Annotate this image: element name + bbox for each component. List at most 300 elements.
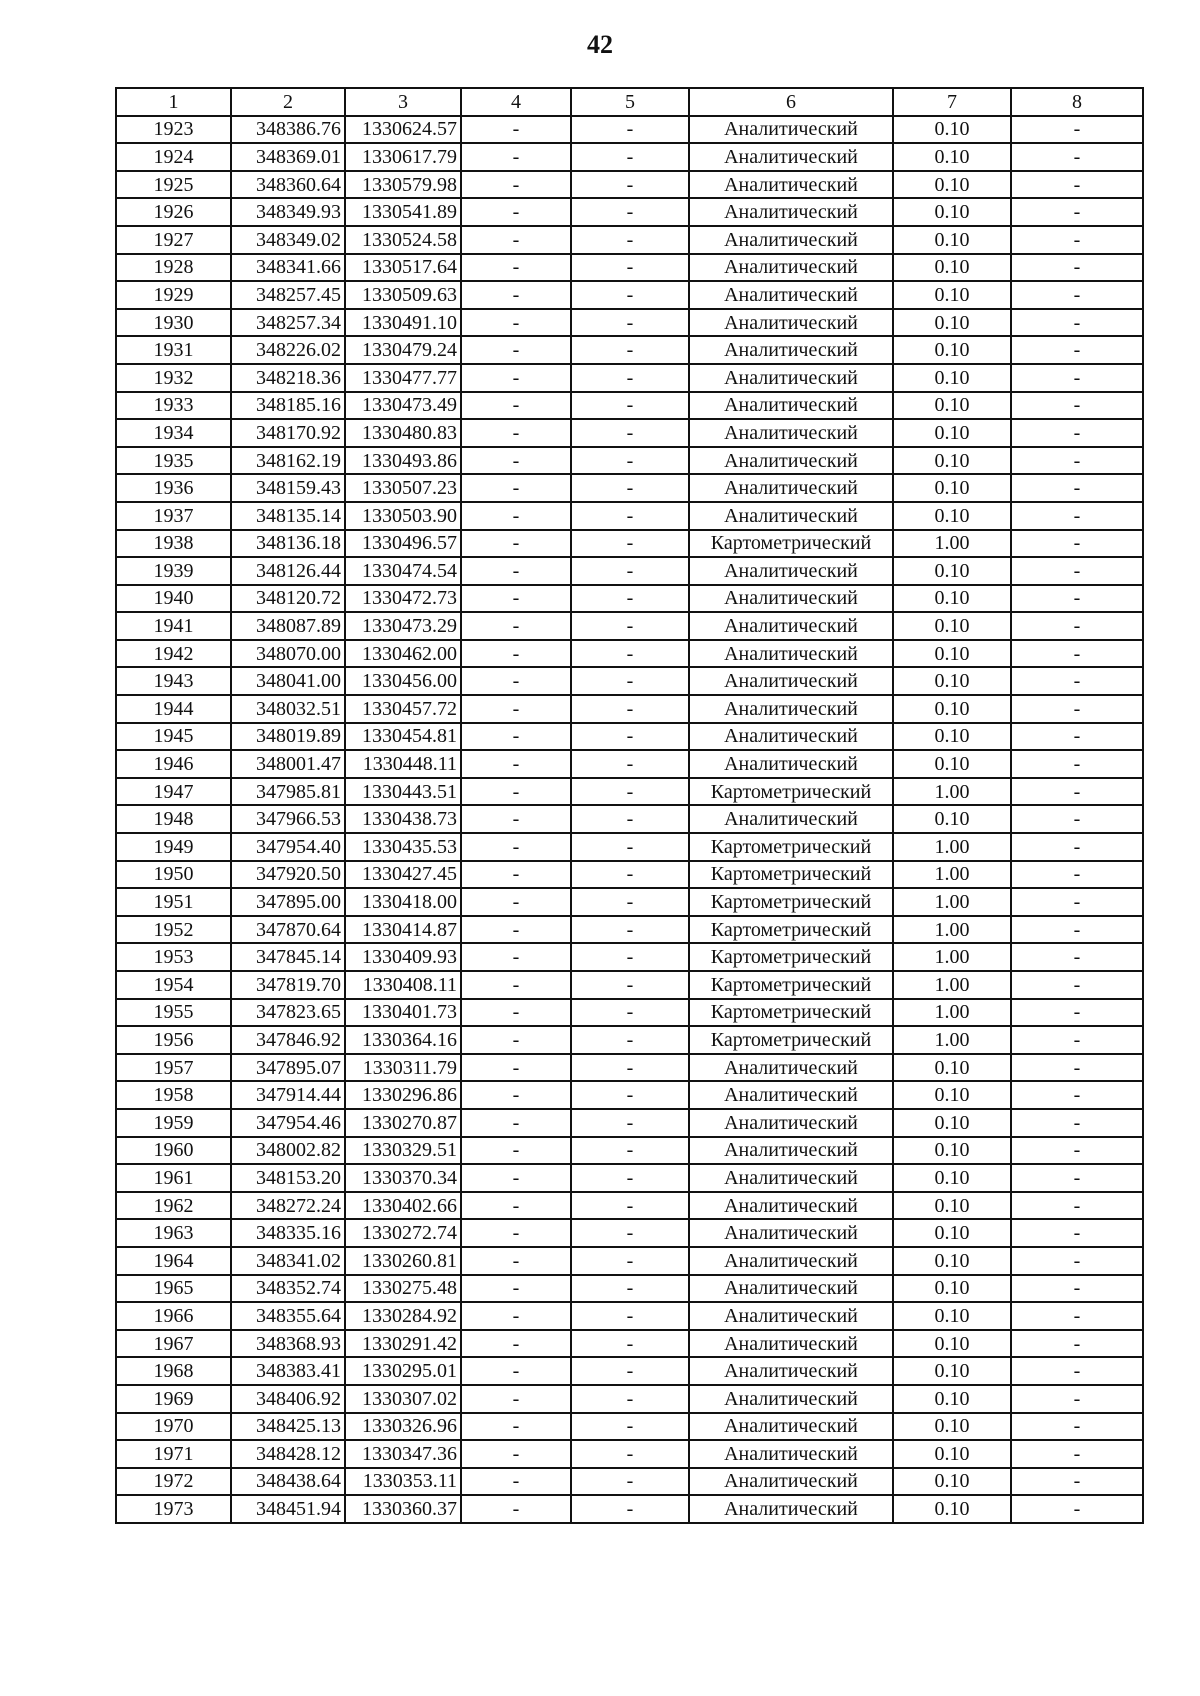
cell-col-8: -	[1011, 888, 1143, 916]
cell-method: Картометрический	[689, 861, 893, 889]
cell-col-5: -	[571, 695, 689, 723]
cell-point-number: 1945	[116, 723, 231, 751]
cell-method: Аналитический	[689, 1468, 893, 1496]
cell-point-number: 1925	[116, 171, 231, 199]
cell-method: Аналитический	[689, 1164, 893, 1192]
cell-accuracy: 0.10	[893, 116, 1011, 144]
cell-col-4: -	[461, 143, 571, 171]
cell-coord-x: 348135.14	[231, 502, 345, 530]
cell-col-8: -	[1011, 585, 1143, 613]
table-row	[116, 1495, 1143, 1523]
cell-col-8: -	[1011, 309, 1143, 337]
cell-col-5: -	[571, 281, 689, 309]
cell-coord-y: 1330270.87	[345, 1109, 461, 1137]
cell-accuracy: 0.10	[893, 750, 1011, 778]
cell-col-8: -	[1011, 116, 1143, 144]
cell-accuracy: 0.10	[893, 392, 1011, 420]
cell-coord-y: 1330457.72	[345, 695, 461, 723]
cell-coord-x: 348257.34	[231, 309, 345, 337]
cell-col-8: -	[1011, 750, 1143, 778]
column-header: 7	[893, 88, 1011, 116]
cell-method: Аналитический	[689, 695, 893, 723]
column-header: 6	[689, 88, 893, 116]
table-row	[116, 557, 1143, 585]
cell-col-8: -	[1011, 198, 1143, 226]
cell-point-number: 1973	[116, 1495, 231, 1523]
table-row	[116, 392, 1143, 420]
cell-method: Аналитический	[689, 667, 893, 695]
cell-coord-x: 348120.72	[231, 585, 345, 613]
table-row	[116, 281, 1143, 309]
cell-col-4: -	[461, 1219, 571, 1247]
cell-method: Аналитический	[689, 557, 893, 585]
cell-method: Аналитический	[689, 1275, 893, 1303]
cell-coord-y: 1330272.74	[345, 1219, 461, 1247]
cell-coord-x: 348126.44	[231, 557, 345, 585]
cell-col-5: -	[571, 1026, 689, 1054]
cell-col-4: -	[461, 1054, 571, 1082]
cell-coord-x: 348002.82	[231, 1137, 345, 1165]
cell-col-4: -	[461, 557, 571, 585]
cell-accuracy: 0.10	[893, 640, 1011, 668]
table-row	[116, 778, 1143, 806]
cell-point-number: 1940	[116, 585, 231, 613]
table-row	[116, 1247, 1143, 1275]
cell-coord-y: 1330480.83	[345, 419, 461, 447]
cell-coord-x: 348041.00	[231, 667, 345, 695]
table-row	[116, 336, 1143, 364]
cell-accuracy: 0.10	[893, 1081, 1011, 1109]
cell-col-4: -	[461, 695, 571, 723]
cell-col-4: -	[461, 364, 571, 392]
cell-col-4: -	[461, 943, 571, 971]
cell-col-5: -	[571, 198, 689, 226]
cell-accuracy: 0.10	[893, 364, 1011, 392]
cell-point-number: 1926	[116, 198, 231, 226]
cell-method: Картометрический	[689, 1026, 893, 1054]
cell-coord-y: 1330503.90	[345, 502, 461, 530]
cell-col-4: -	[461, 1275, 571, 1303]
cell-col-8: -	[1011, 1054, 1143, 1082]
cell-col-8: -	[1011, 1275, 1143, 1303]
cell-col-4: -	[461, 116, 571, 144]
table-row	[116, 1468, 1143, 1496]
cell-col-4: -	[461, 1357, 571, 1385]
cell-point-number: 1927	[116, 226, 231, 254]
cell-col-4: -	[461, 833, 571, 861]
cell-method: Аналитический	[689, 640, 893, 668]
cell-coord-y: 1330617.79	[345, 143, 461, 171]
cell-coord-x: 347823.65	[231, 999, 345, 1027]
cell-col-8: -	[1011, 1219, 1143, 1247]
cell-method: Аналитический	[689, 1081, 893, 1109]
cell-point-number: 1938	[116, 530, 231, 558]
cell-point-number: 1958	[116, 1081, 231, 1109]
cell-coord-y: 1330295.01	[345, 1357, 461, 1385]
cell-coord-y: 1330456.00	[345, 667, 461, 695]
cell-col-8: -	[1011, 336, 1143, 364]
cell-coord-x: 347966.53	[231, 805, 345, 833]
cell-method: Аналитический	[689, 1413, 893, 1441]
cell-coord-y: 1330524.58	[345, 226, 461, 254]
cell-accuracy: 0.10	[893, 1440, 1011, 1468]
cell-coord-x: 348226.02	[231, 336, 345, 364]
cell-col-4: -	[461, 1081, 571, 1109]
table-row	[116, 143, 1143, 171]
table-row	[116, 1357, 1143, 1385]
cell-method: Картометрический	[689, 916, 893, 944]
cell-point-number: 1928	[116, 254, 231, 282]
cell-col-8: -	[1011, 971, 1143, 999]
cell-col-4: -	[461, 171, 571, 199]
cell-col-5: -	[571, 143, 689, 171]
cell-method: Картометрический	[689, 888, 893, 916]
cell-col-8: -	[1011, 281, 1143, 309]
cell-col-8: -	[1011, 254, 1143, 282]
cell-method: Аналитический	[689, 281, 893, 309]
cell-point-number: 1968	[116, 1357, 231, 1385]
cell-method: Аналитический	[689, 1440, 893, 1468]
cell-coord-x: 348341.66	[231, 254, 345, 282]
cell-coord-x: 347914.44	[231, 1081, 345, 1109]
table-row	[116, 198, 1143, 226]
column-header: 2	[231, 88, 345, 116]
cell-col-4: -	[461, 778, 571, 806]
cell-coord-x: 348349.93	[231, 198, 345, 226]
cell-point-number: 1950	[116, 861, 231, 889]
cell-col-8: -	[1011, 1468, 1143, 1496]
cell-coord-y: 1330443.51	[345, 778, 461, 806]
cell-col-5: -	[571, 1413, 689, 1441]
cell-accuracy: 1.00	[893, 1026, 1011, 1054]
cell-col-4: -	[461, 1192, 571, 1220]
cell-method: Картометрический	[689, 778, 893, 806]
cell-coord-x: 348019.89	[231, 723, 345, 751]
cell-coord-x: 348451.94	[231, 1495, 345, 1523]
cell-coord-y: 1330307.02	[345, 1385, 461, 1413]
cell-col-4: -	[461, 1247, 571, 1275]
cell-coord-x: 348001.47	[231, 750, 345, 778]
cell-accuracy: 0.10	[893, 502, 1011, 530]
cell-col-8: -	[1011, 1330, 1143, 1358]
cell-coord-x: 348070.00	[231, 640, 345, 668]
cell-col-4: -	[461, 1413, 571, 1441]
cell-col-8: -	[1011, 364, 1143, 392]
cell-point-number: 1955	[116, 999, 231, 1027]
cell-col-4: -	[461, 1440, 571, 1468]
cell-col-5: -	[571, 1302, 689, 1330]
cell-point-number: 1954	[116, 971, 231, 999]
cell-col-5: -	[571, 1247, 689, 1275]
cell-coord-x: 348136.18	[231, 530, 345, 558]
cell-accuracy: 0.10	[893, 1495, 1011, 1523]
cell-col-4: -	[461, 612, 571, 640]
cell-col-4: -	[461, 309, 571, 337]
cell-accuracy: 0.10	[893, 1219, 1011, 1247]
cell-coord-y: 1330402.66	[345, 1192, 461, 1220]
cell-col-5: -	[571, 999, 689, 1027]
cell-method: Картометрический	[689, 999, 893, 1027]
cell-method: Аналитический	[689, 805, 893, 833]
cell-coord-y: 1330427.45	[345, 861, 461, 889]
cell-coord-y: 1330418.00	[345, 888, 461, 916]
cell-point-number: 1962	[116, 1192, 231, 1220]
cell-point-number: 1951	[116, 888, 231, 916]
table-row	[116, 1275, 1143, 1303]
cell-point-number: 1935	[116, 447, 231, 475]
cell-point-number: 1936	[116, 474, 231, 502]
table-row	[116, 640, 1143, 668]
cell-coord-x: 347985.81	[231, 778, 345, 806]
table-row	[116, 116, 1143, 144]
cell-coord-x: 348428.12	[231, 1440, 345, 1468]
table-row	[116, 447, 1143, 475]
cell-col-8: -	[1011, 1440, 1143, 1468]
cell-coord-x: 348170.92	[231, 419, 345, 447]
cell-col-8: -	[1011, 502, 1143, 530]
cell-method: Аналитический	[689, 474, 893, 502]
cell-col-4: -	[461, 336, 571, 364]
cell-point-number: 1965	[116, 1275, 231, 1303]
cell-accuracy: 0.10	[893, 667, 1011, 695]
cell-col-8: -	[1011, 474, 1143, 502]
cell-accuracy: 0.10	[893, 612, 1011, 640]
cell-col-5: -	[571, 1495, 689, 1523]
cell-accuracy: 0.10	[893, 1413, 1011, 1441]
cell-coord-y: 1330329.51	[345, 1137, 461, 1165]
cell-col-5: -	[571, 861, 689, 889]
cell-col-4: -	[461, 530, 571, 558]
cell-method: Аналитический	[689, 585, 893, 613]
cell-col-8: -	[1011, 1385, 1143, 1413]
cell-point-number: 1923	[116, 116, 231, 144]
table-row	[116, 530, 1143, 558]
table-row	[116, 254, 1143, 282]
cell-col-5: -	[571, 474, 689, 502]
cell-col-8: -	[1011, 1137, 1143, 1165]
cell-method: Аналитический	[689, 502, 893, 530]
cell-col-8: -	[1011, 916, 1143, 944]
cell-method: Аналитический	[689, 143, 893, 171]
column-header: 8	[1011, 88, 1143, 116]
cell-col-5: -	[571, 640, 689, 668]
cell-point-number: 1960	[116, 1137, 231, 1165]
cell-col-4: -	[461, 474, 571, 502]
cell-accuracy: 0.10	[893, 281, 1011, 309]
cell-col-5: -	[571, 116, 689, 144]
cell-col-8: -	[1011, 1413, 1143, 1441]
cell-coord-y: 1330473.49	[345, 392, 461, 420]
cell-col-8: -	[1011, 1026, 1143, 1054]
cell-coord-y: 1330414.87	[345, 916, 461, 944]
cell-col-5: -	[571, 916, 689, 944]
cell-col-8: -	[1011, 861, 1143, 889]
cell-method: Аналитический	[689, 1219, 893, 1247]
cell-col-8: -	[1011, 612, 1143, 640]
cell-coord-x: 348341.02	[231, 1247, 345, 1275]
cell-coord-x: 348425.13	[231, 1413, 345, 1441]
cell-coord-x: 347895.00	[231, 888, 345, 916]
cell-point-number: 1930	[116, 309, 231, 337]
cell-col-8: -	[1011, 447, 1143, 475]
cell-coord-y: 1330479.24	[345, 336, 461, 364]
table-row	[116, 971, 1143, 999]
cell-method: Аналитический	[689, 116, 893, 144]
table-row	[116, 226, 1143, 254]
cell-col-5: -	[571, 1137, 689, 1165]
cell-coord-x: 348369.01	[231, 143, 345, 171]
table-row	[116, 723, 1143, 751]
cell-coord-y: 1330260.81	[345, 1247, 461, 1275]
cell-accuracy: 0.10	[893, 1137, 1011, 1165]
cell-point-number: 1952	[116, 916, 231, 944]
cell-col-8: -	[1011, 143, 1143, 171]
table-row	[116, 1054, 1143, 1082]
cell-col-8: -	[1011, 530, 1143, 558]
cell-col-4: -	[461, 254, 571, 282]
cell-coord-y: 1330491.10	[345, 309, 461, 337]
cell-coord-y: 1330364.16	[345, 1026, 461, 1054]
cell-col-5: -	[571, 226, 689, 254]
cell-method: Аналитический	[689, 336, 893, 364]
cell-col-4: -	[461, 198, 571, 226]
cell-col-5: -	[571, 667, 689, 695]
cell-point-number: 1959	[116, 1109, 231, 1137]
cell-method: Аналитический	[689, 1192, 893, 1220]
cell-accuracy: 0.10	[893, 1357, 1011, 1385]
cell-col-8: -	[1011, 1164, 1143, 1192]
cell-col-4: -	[461, 667, 571, 695]
cell-method: Аналитический	[689, 171, 893, 199]
cell-col-5: -	[571, 1468, 689, 1496]
cell-col-4: -	[461, 585, 571, 613]
table-row	[116, 1026, 1143, 1054]
table-row	[116, 419, 1143, 447]
cell-accuracy: 0.10	[893, 805, 1011, 833]
cell-method: Аналитический	[689, 254, 893, 282]
cell-col-8: -	[1011, 999, 1143, 1027]
cell-point-number: 1963	[116, 1219, 231, 1247]
cell-coord-y: 1330275.48	[345, 1275, 461, 1303]
cell-point-number: 1957	[116, 1054, 231, 1082]
cell-coord-y: 1330360.37	[345, 1495, 461, 1523]
cell-coord-x: 348153.20	[231, 1164, 345, 1192]
cell-accuracy: 0.10	[893, 226, 1011, 254]
cell-col-4: -	[461, 392, 571, 420]
cell-accuracy: 1.00	[893, 999, 1011, 1027]
cell-coord-y: 1330448.11	[345, 750, 461, 778]
header-row	[116, 88, 1143, 116]
cell-col-8: -	[1011, 667, 1143, 695]
cell-coord-x: 347895.07	[231, 1054, 345, 1082]
cell-method: Аналитический	[689, 447, 893, 475]
cell-col-8: -	[1011, 392, 1143, 420]
cell-col-8: -	[1011, 1357, 1143, 1385]
cell-col-4: -	[461, 750, 571, 778]
cell-col-5: -	[571, 1219, 689, 1247]
cell-accuracy: 0.10	[893, 1385, 1011, 1413]
cell-col-5: -	[571, 805, 689, 833]
cell-method: Аналитический	[689, 1385, 893, 1413]
cell-coord-y: 1330408.11	[345, 971, 461, 999]
cell-coord-y: 1330541.89	[345, 198, 461, 226]
cell-accuracy: 0.10	[893, 1275, 1011, 1303]
cell-accuracy: 1.00	[893, 971, 1011, 999]
cell-accuracy: 0.10	[893, 1109, 1011, 1137]
cell-col-5: -	[571, 1357, 689, 1385]
cell-col-4: -	[461, 1137, 571, 1165]
cell-coord-x: 348218.36	[231, 364, 345, 392]
cell-coord-y: 1330579.98	[345, 171, 461, 199]
cell-coord-x: 348352.74	[231, 1275, 345, 1303]
table-row	[116, 1137, 1143, 1165]
cell-col-4: -	[461, 640, 571, 668]
cell-col-5: -	[571, 364, 689, 392]
cell-point-number: 1971	[116, 1440, 231, 1468]
cell-point-number: 1944	[116, 695, 231, 723]
cell-coord-y: 1330517.64	[345, 254, 461, 282]
cell-method: Картометрический	[689, 971, 893, 999]
cell-col-4: -	[461, 1330, 571, 1358]
cell-accuracy: 1.00	[893, 861, 1011, 889]
cell-coord-y: 1330472.73	[345, 585, 461, 613]
cell-accuracy: 0.10	[893, 309, 1011, 337]
cell-col-5: -	[571, 1275, 689, 1303]
cell-col-4: -	[461, 1164, 571, 1192]
cell-col-5: -	[571, 1164, 689, 1192]
cell-coord-x: 348360.64	[231, 171, 345, 199]
cell-method: Картометрический	[689, 530, 893, 558]
cell-coord-y: 1330509.63	[345, 281, 461, 309]
column-header: 4	[461, 88, 571, 116]
cell-coord-x: 348087.89	[231, 612, 345, 640]
cell-col-5: -	[571, 1054, 689, 1082]
cell-col-8: -	[1011, 1495, 1143, 1523]
cell-point-number: 1967	[116, 1330, 231, 1358]
cell-accuracy: 0.10	[893, 557, 1011, 585]
cell-coord-y: 1330474.54	[345, 557, 461, 585]
cell-coord-y: 1330438.73	[345, 805, 461, 833]
cell-col-4: -	[461, 502, 571, 530]
cell-col-5: -	[571, 723, 689, 751]
table-row	[116, 861, 1143, 889]
cell-col-4: -	[461, 1385, 571, 1413]
cell-col-5: -	[571, 336, 689, 364]
cell-coord-x: 348272.24	[231, 1192, 345, 1220]
cell-accuracy: 0.10	[893, 1054, 1011, 1082]
cell-accuracy: 0.10	[893, 447, 1011, 475]
cell-col-4: -	[461, 999, 571, 1027]
cell-coord-x: 347954.46	[231, 1109, 345, 1137]
cell-method: Аналитический	[689, 419, 893, 447]
table-row	[116, 695, 1143, 723]
column-header: 1	[116, 88, 231, 116]
table-row	[116, 805, 1143, 833]
cell-point-number: 1969	[116, 1385, 231, 1413]
cell-coord-x: 348162.19	[231, 447, 345, 475]
cell-col-4: -	[461, 419, 571, 447]
cell-coord-y: 1330284.92	[345, 1302, 461, 1330]
cell-point-number: 1943	[116, 667, 231, 695]
cell-coord-x: 347954.40	[231, 833, 345, 861]
cell-coord-y: 1330311.79	[345, 1054, 461, 1082]
cell-col-4: -	[461, 1109, 571, 1137]
cell-accuracy: 0.10	[893, 1330, 1011, 1358]
cell-col-8: -	[1011, 778, 1143, 806]
table-row	[116, 1302, 1143, 1330]
cell-coord-x: 348355.64	[231, 1302, 345, 1330]
cell-col-5: -	[571, 1330, 689, 1358]
